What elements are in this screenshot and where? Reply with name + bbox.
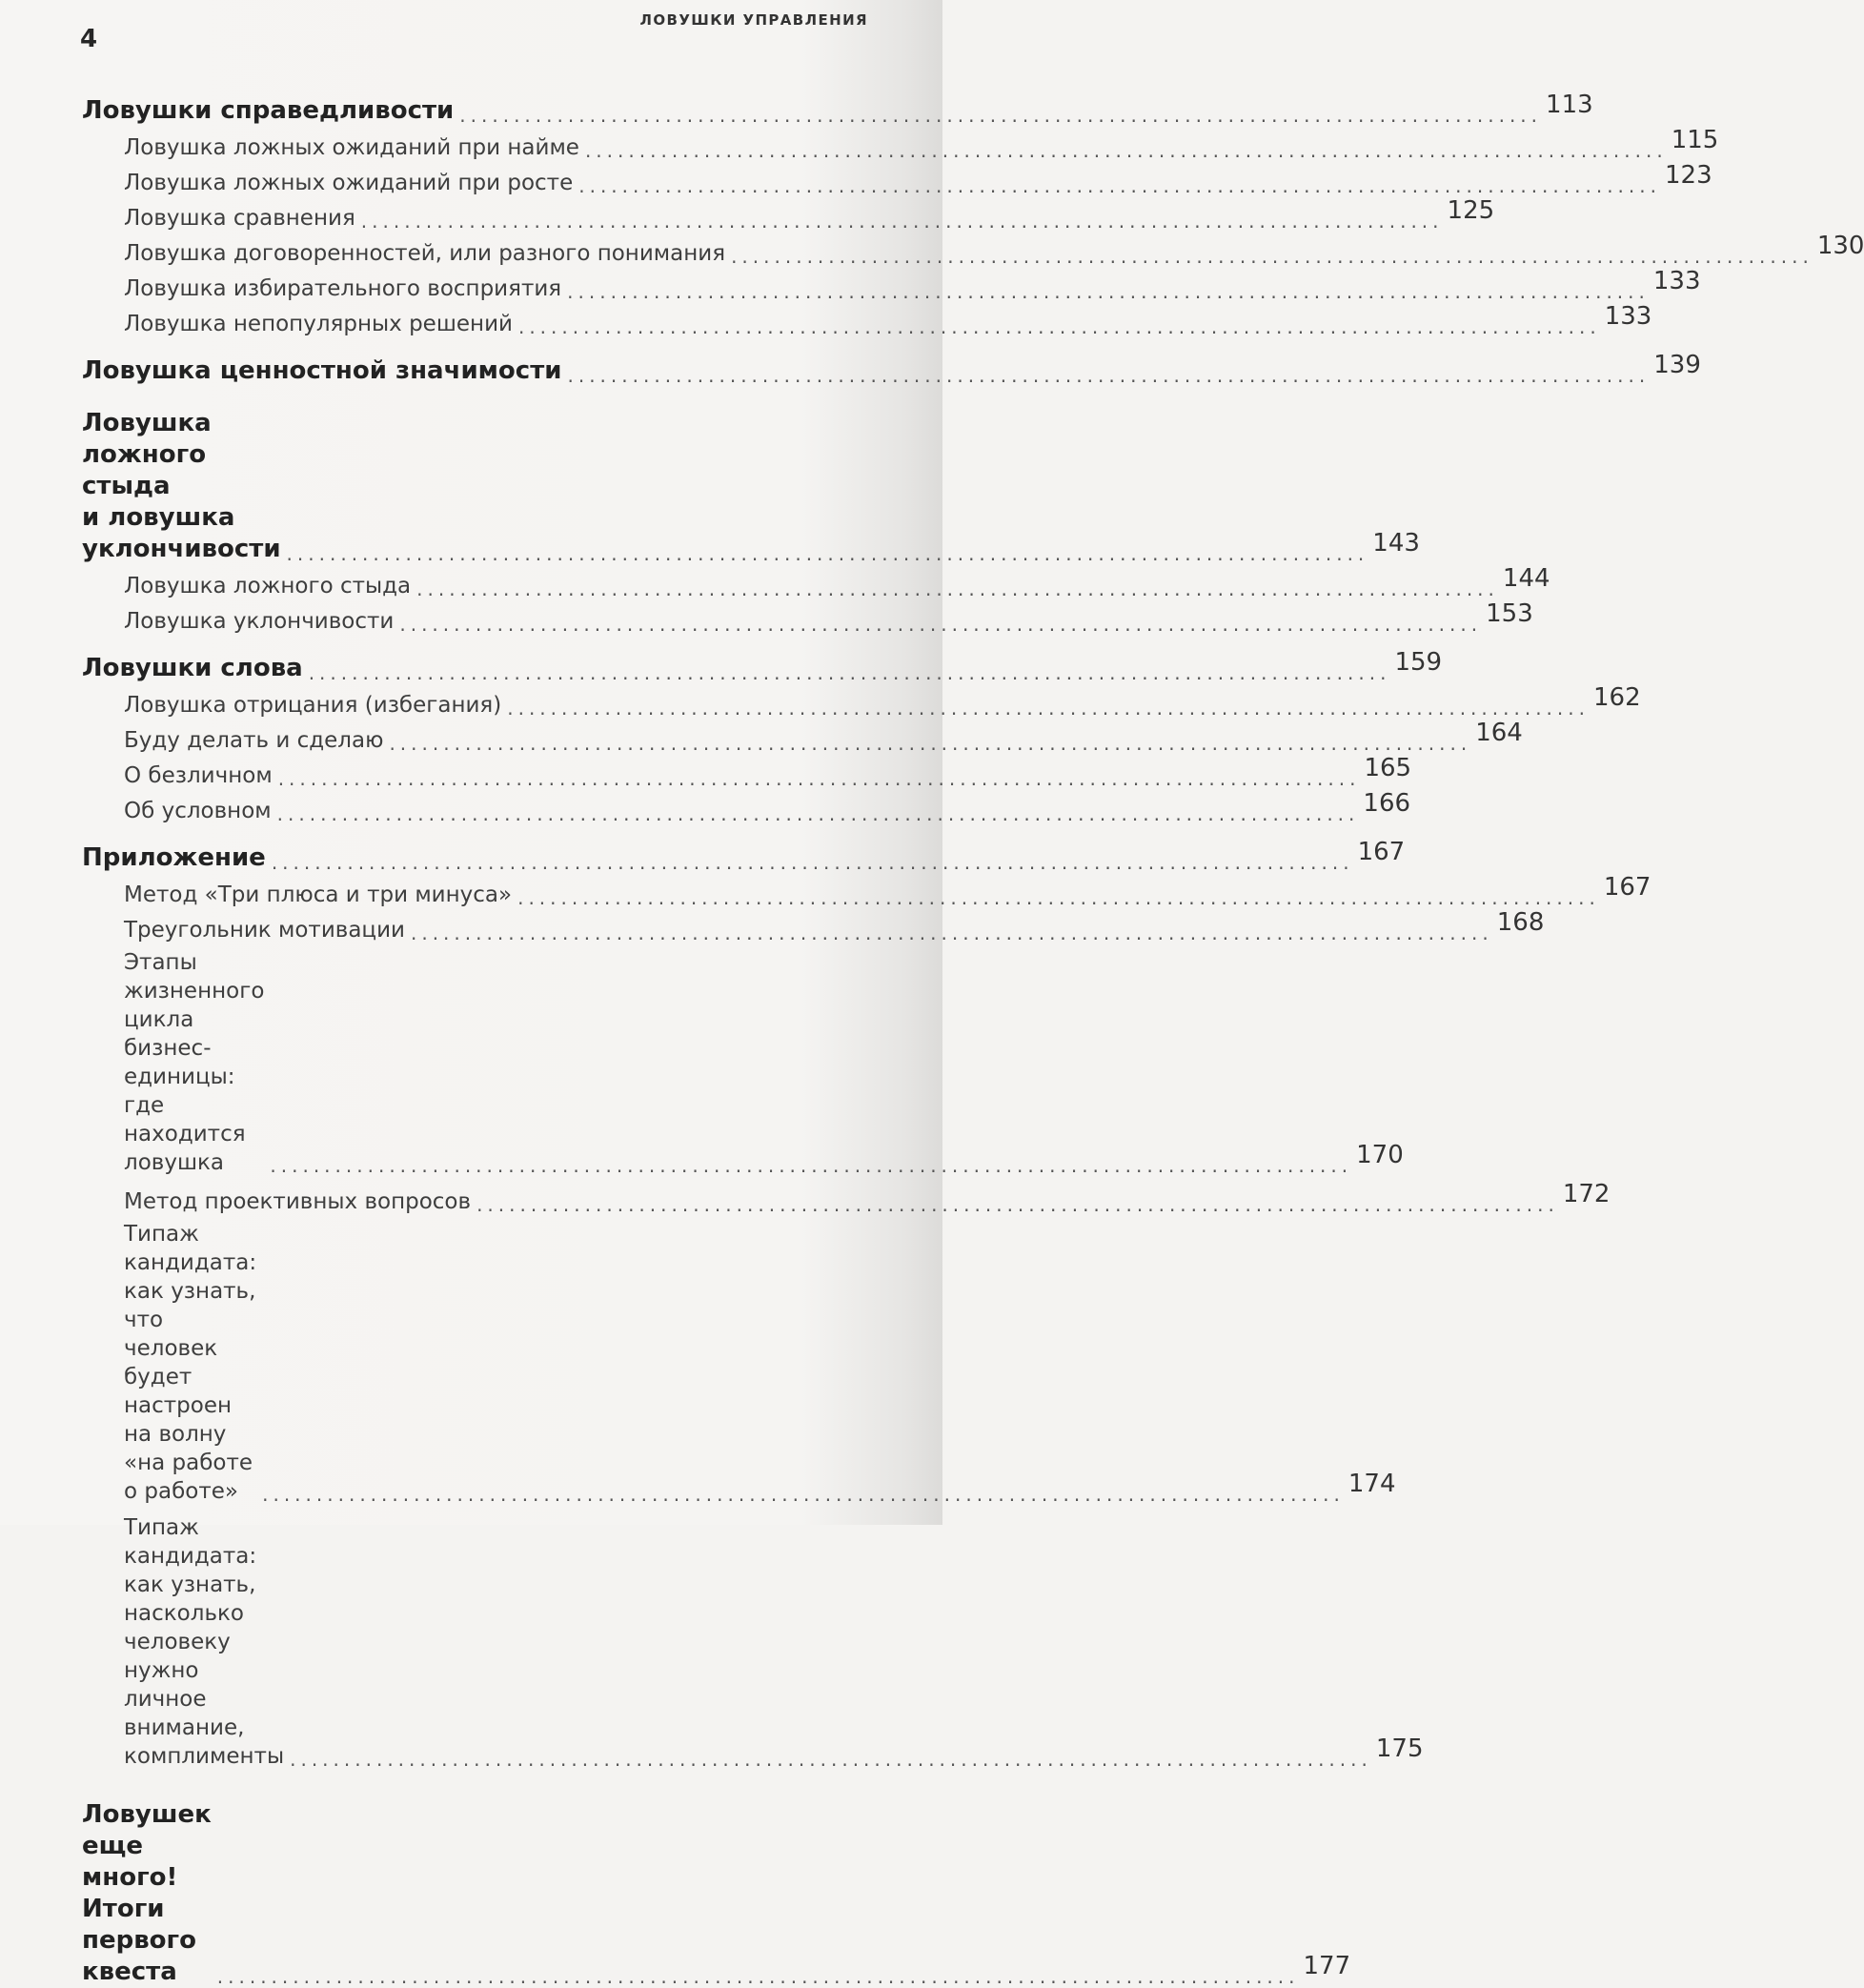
leader-dots: .................................................................................................... <box>286 542 1369 565</box>
toc-subentry[interactable] <box>82 196 1495 233</box>
toc-page: 166 <box>1363 789 1411 818</box>
leader-dots: .................................................................................................... <box>416 578 1499 600</box>
toc-subentry[interactable] <box>82 908 1545 944</box>
toc-title: Приложение <box>82 843 266 872</box>
toc-subentry[interactable] <box>82 267 1701 303</box>
toc-page: 125 <box>1447 196 1495 225</box>
toc-title: Ловушка ложных ожиданий при найме <box>124 135 579 160</box>
toc-page: 130 <box>1816 232 1864 260</box>
leader-dots: .................................................................................................... <box>277 767 1361 790</box>
toc-title-line: будет настроен на волну «на работе о работе» <box>124 1365 253 1504</box>
toc-page: 143 <box>1372 529 1420 558</box>
toc-title-line: Типаж кандидата: как узнать, насколько <box>124 1515 257 1626</box>
leader-dots: .................................................................................................... <box>731 245 1813 268</box>
leader-dots: .................................................................................................... <box>308 661 1391 684</box>
toc-subentry[interactable] <box>82 232 1864 268</box>
toc-page: 172 <box>1562 1180 1611 1208</box>
toc-title <box>82 408 281 565</box>
toc-page: 177 <box>1303 1952 1351 1980</box>
toc-title: Метод «Три плюса и три минуса» <box>124 882 513 907</box>
toc-title: Об условном <box>124 799 272 823</box>
toc-page: 123 <box>1664 161 1712 190</box>
toc-page: 167 <box>1357 838 1406 866</box>
toc-title-line: и ловушка уклончивости <box>82 503 281 563</box>
toc-title <box>124 1513 284 1771</box>
leader-dots: .................................................................................................... <box>578 174 1661 197</box>
toc-subentry[interactable] <box>82 944 1404 1181</box>
leader-dots: .................................................................................................... <box>476 1193 1559 1216</box>
leader-dots: .................................................................................................... <box>262 1483 1345 1506</box>
leader-dots: .................................................................................................... <box>410 922 1493 944</box>
leader-dots: .................................................................................................... <box>517 886 1600 909</box>
toc-page: 164 <box>1475 719 1523 747</box>
toc-page: 170 <box>1356 1141 1404 1169</box>
toc-subentry[interactable] <box>82 873 1651 909</box>
toc-title <box>124 948 264 1177</box>
leader-dots: .................................................................................................... <box>216 1965 1300 1988</box>
toc-title: Треугольник мотивации <box>124 918 405 943</box>
toc-title-line: Ловушка ложного стыда <box>82 409 212 500</box>
toc-title: Ловушка отрицания (избегания) <box>124 693 502 718</box>
toc-title: Ловушка непопулярных решений <box>124 312 513 336</box>
toc-page: 133 <box>1652 267 1701 295</box>
toc-title: Ловушки справедливости <box>82 96 455 125</box>
toc-chapter[interactable] <box>82 838 1406 874</box>
toc-subentry[interactable] <box>82 683 1641 720</box>
toc-page: 175 <box>1375 1734 1424 1763</box>
toc-page: 115 <box>1671 126 1719 154</box>
toc-title: Ловушка ложных ожиданий при росте <box>124 171 574 195</box>
toc-page: 144 <box>1502 564 1550 593</box>
leader-dots: .................................................................................................... <box>567 280 1650 303</box>
leader-dots: .................................................................................................... <box>290 1748 1372 1771</box>
toc-page: 174 <box>1347 1470 1396 1498</box>
toc-page: 133 <box>1604 302 1652 331</box>
toc-page: 162 <box>1592 683 1641 712</box>
running-title: ЛОВУШКИ УПРАВЛЕНИЯ <box>639 11 868 29</box>
toc-title: Ловушки слова <box>82 654 303 682</box>
toc-subentry[interactable] <box>82 754 1412 790</box>
leader-dots: .................................................................................................... <box>399 613 1483 636</box>
toc-title: Ловушка ложного стыда <box>124 574 412 598</box>
toc-title: Метод проективных вопросов <box>124 1189 472 1214</box>
table-of-contents <box>82 88 1864 1988</box>
leader-dots: .................................................................................................... <box>271 851 1354 874</box>
toc-title-line: Этапы жизненного цикла бизнес-единицы: <box>124 950 265 1089</box>
leader-dots: .................................................................................................... <box>517 315 1601 338</box>
toc-subentry[interactable] <box>82 599 1533 636</box>
toc-subentry[interactable] <box>82 719 1523 755</box>
toc-subentry[interactable] <box>82 564 1550 600</box>
toc-title-line: Ловушек еще много! <box>82 1800 212 1892</box>
toc-title: Ловушка сравнения <box>124 206 355 231</box>
leader-dots: .................................................................................................... <box>360 210 1444 233</box>
toc-subentry[interactable] <box>82 161 1712 197</box>
leader-dots: .................................................................................................... <box>276 802 1360 825</box>
toc-title: Ловушка договоренностей, или разного понимания <box>124 241 726 266</box>
toc-title: Ловушка ценностной значимости <box>82 356 562 385</box>
toc-title-line: Типаж кандидата: как узнать, что человек <box>124 1222 257 1361</box>
leader-dots: .................................................................................................... <box>567 364 1651 387</box>
leader-dots: .................................................................................................... <box>584 139 1668 162</box>
toc-subentry[interactable] <box>82 1216 1396 1510</box>
toc-title: О безличном <box>124 763 273 788</box>
page-number: 4 <box>80 25 98 53</box>
toc-title: Ловушка избирательного восприятия <box>124 276 562 301</box>
toc-chapter[interactable] <box>82 91 1593 127</box>
toc-page: 159 <box>1394 648 1443 677</box>
toc-chapter[interactable] <box>82 648 1443 684</box>
leader-dots: .................................................................................................... <box>270 1154 1353 1177</box>
toc-subentry[interactable] <box>82 1180 1611 1216</box>
toc-chapter[interactable] <box>82 351 1701 387</box>
toc-title: Ловушка уклончивости <box>124 609 395 634</box>
toc-title-line: где находится ловушка <box>124 1093 246 1175</box>
leader-dots: .................................................................................................... <box>389 732 1472 755</box>
toc-subentry[interactable] <box>82 126 1719 162</box>
toc-title-line: Итоги первого квеста <box>82 1895 196 1986</box>
toc-page: 165 <box>1364 754 1412 782</box>
toc-title-line: человеку нужно личное внимание, комплименты <box>124 1630 285 1769</box>
toc-page: 168 <box>1496 908 1545 937</box>
toc-chapter[interactable] <box>82 1799 1351 1988</box>
toc-page: 139 <box>1653 351 1701 379</box>
leader-dots: .................................................................................................... <box>507 697 1590 720</box>
toc-chapter[interactable] <box>82 408 1420 565</box>
toc-subentry[interactable] <box>82 789 1411 825</box>
toc-page: 153 <box>1486 599 1533 628</box>
toc-title <box>124 1220 256 1506</box>
toc-title <box>82 1799 212 1988</box>
toc-page: 113 <box>1546 91 1593 119</box>
leader-dots: .................................................................................................... <box>459 104 1543 127</box>
toc-title: Буду делать и сделаю <box>124 728 384 753</box>
toc-subentry[interactable] <box>82 1510 1424 1775</box>
toc-subentry[interactable] <box>82 302 1652 338</box>
toc-page: 167 <box>1603 873 1651 902</box>
